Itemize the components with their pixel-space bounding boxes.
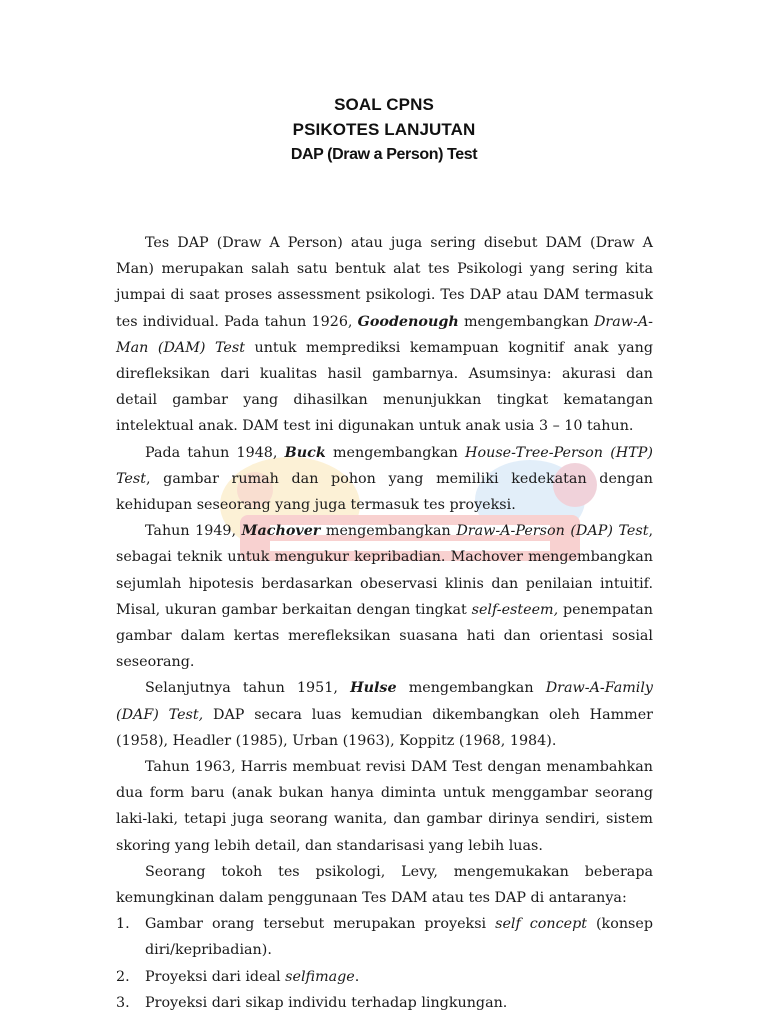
list-number: 1.: [116, 916, 130, 933]
test-name: Draw-A-Family (DAF) Test,: [116, 680, 653, 723]
paragraph-text: Tes DAP (Draw A Person) atau juga sering disebut DAM (Draw A Man) merupakan salah satu bentuk alat tes Psikologi yang sering kita jumpai di saat proses assessment psikologi. Tes DAP atau DAM termasuk tes individual. Pada tahun 1926,: [116, 235, 653, 330]
paragraph-text: penempatan gambar dalam kertas merefleksikan suasana hati dan orientasi sosial seseorang.: [116, 601, 653, 671]
italic-term: selfimage: [285, 968, 355, 985]
list-text: (konsep diri/kepribadian).: [145, 916, 653, 959]
paragraph-text: Pada tahun 1948,: [145, 444, 285, 461]
author-name: Hulse: [350, 680, 397, 697]
author-name: Machover: [241, 523, 321, 540]
body-text: [116, 230, 653, 1016]
title-line-2: PSIKOTES LANJUTAN: [292, 120, 476, 139]
paragraph-text: , sebagai teknik untuk mengukur kepribadian. Machover mengembangkan sejumlah hipotesis berdasarkan obeservasi klinis dan penilaian intuitif. Misal, ukuran gambar berkaitan dengan tingkat: [116, 523, 654, 618]
title-line-1: SOAL CPNS: [334, 95, 434, 114]
paragraph-text: mengembangkan: [325, 444, 466, 461]
test-name: Draw-A-Man (DAM) Test: [116, 313, 654, 356]
list-item: [116, 911, 653, 963]
list-text: Proyeksi dari sikap individu terhadap lingkungan.: [145, 994, 508, 1011]
paragraph-5: Tahun 1963, Harris membuat revisi DAM Test dengan menambahkan dua form baru (anak bukan hanya diminta untuk menggambar seorang laki-laki, tetapi juga seorang wanita, dan gambar dirinya sendiri, sistem skoring yang lebih detail, dan standarisasi yang lebih luas.: [116, 759, 653, 854]
list-number: 2.: [116, 968, 130, 985]
italic-term: self-esteem,: [471, 601, 559, 618]
paragraph-text: Selanjutnya tahun 1951,: [145, 680, 351, 697]
list-number: 3.: [116, 994, 130, 1011]
paragraph-text: DAP secara luas kemudian dikembangkan oleh Hammer (1958), Headler (1985), Urban (1963), Koppitz (1968, 1984).: [116, 706, 653, 749]
paragraph-text: Tahun 1949,: [145, 523, 242, 540]
author-name: Buck: [284, 444, 326, 461]
list-text: Gambar orang tersebut merupakan proyeksi: [145, 916, 496, 933]
paragraph-6: Seorang tokoh tes psikologi, Levy, mengemukakan beberapa kemungkinan dalam penggunaan Tes DAM atau tes DAP di antaranya:: [116, 863, 653, 907]
paragraph-text: mengembangkan: [396, 680, 546, 697]
list-text: Proyeksi dari ideal: [145, 968, 286, 985]
paragraph-4: [116, 675, 653, 754]
paragraph-text: untuk memprediksi kemampuan kognitif anak yang direfleksikan dari kualitas hasil gambarnya. Asumsinya: akurasi dan detail gambar yang dihasilkan menunjukkan tingkat kematangan intelektual anak. DAM test ini digunakan untuk anak usia 3 – 10 tahun.: [116, 339, 653, 435]
paragraph-text: , gambar rumah dan pohon yang memiliki kedekatan dengan kehidupan seseorang yang juga termasuk tes proyeksi.: [116, 470, 653, 514]
title-block: [0, 92, 768, 167]
paragraph-2: [116, 440, 653, 519]
list-item: [116, 990, 653, 1016]
test-name: House-Tree-Person (HTP) Test: [116, 444, 653, 487]
paragraph-3: [116, 518, 653, 675]
author-name: Goodenough: [357, 313, 459, 330]
list-item: [116, 964, 653, 990]
title-line-3: DAP (Draw a Person) Test: [290, 146, 478, 163]
italic-term: self concept: [495, 916, 587, 933]
list-text: .: [354, 968, 360, 985]
test-name: Draw-A-Person (DAP) Test: [456, 523, 649, 540]
paragraph-1: [116, 230, 653, 440]
numbered-list: [116, 911, 653, 1016]
paragraph-text: mengembangkan: [320, 523, 457, 540]
paragraph-text: mengembangkan: [458, 313, 594, 330]
